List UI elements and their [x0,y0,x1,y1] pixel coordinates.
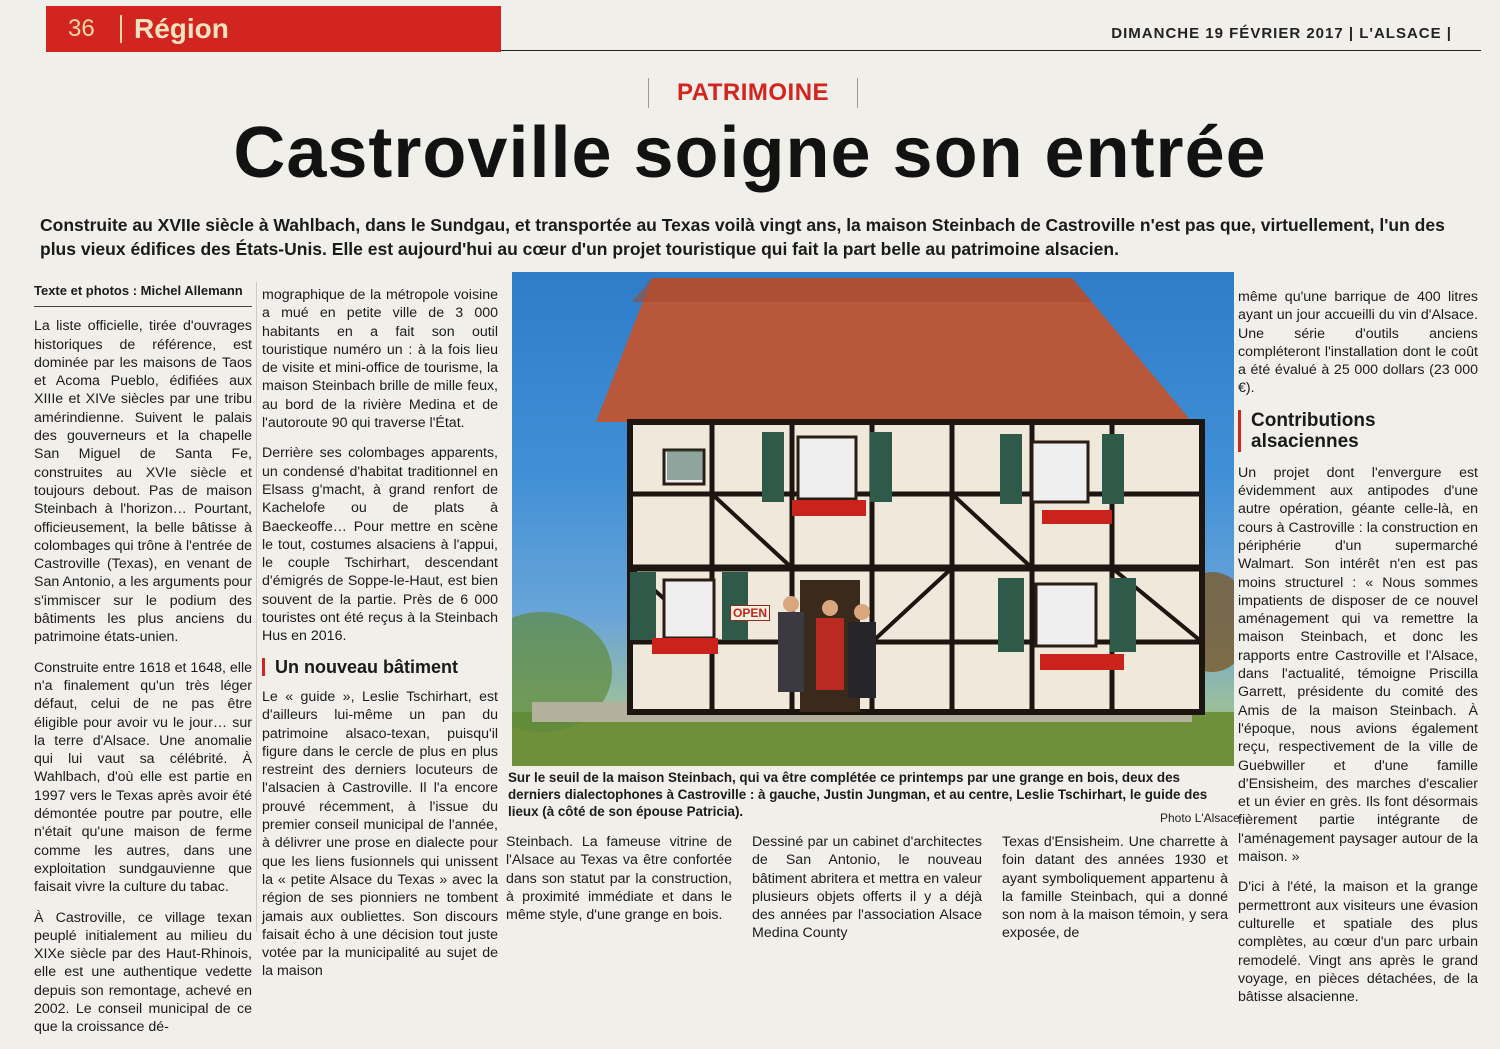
kicker-box [648,78,858,108]
paragraph: La liste officielle, tirée d'ouvrages historiques de référence, est dominée par les maisons de Taos et Acoma Pueblo, édifiées aux XIIIe et XIVe siècles par une tribu amérindienne. Suivent le palais des gouverneurs et la chapelle San Miguel de Santa Fe, construites au XVIe siècle et toujours debout. Pas de maison Steinbach à l'horizon… Pourtant, officieusement, la belle bâtisse à colombages qui trône à l'entrée de Castroville (Texas), en venant de San Antonio, a les arguments pour s'immiscer sur le podium des bâtiments les plus anciens du patrimoine états-unien. [34,318,252,646]
paragraph: À Castroville, ce village texan peuplé initialement au milieu du XIXe siècle par des Haut-Rhinois, elle est une authentique vedette depuis son remontage, achevé en 2002. Le conseil municipal de ce que la croissance dé- [34,909,252,1036]
photo-credit: Photo L'Alsace [1160,811,1240,825]
paragraph: D'ici à l'été, la maison et la grange permettront aux visiteurs une évasion culturelle et spatiale des plus complètes, au cœur d'un parc urbain remodelé. Vingt ans après le grand voyage, en pièces détachées, de la bâtisse alsacienne. [1238,879,1478,1006]
house-photo [512,272,1234,766]
column-3-bottom: Steinbach. La fameuse vitrine de l'Alsace au Texas va être confortée dans son statut par la construction, à proximité immédiate et dans le même style, d'une grange en bois. [506,834,732,924]
column-right [1238,288,1478,1018]
paragraph: Construite entre 1618 et 1648, elle n'a finalement qu'un très léger défaut, celui de ne pas être éligible pour avoir vu le jour… sur la terre d'Alsace. Une anomalie qui lui vaut sa célébrité. À Wahlbach, d'où elle est partie en 1997 vers le Texas après avoir été démontée poutre par poutre, elle n'était qu'une maison de ferme comme les autres, dans une exploitation sundgauvienne que faisait vivre la culture du tabac. [34,659,252,896]
paragraph: Un projet dont l'envergure est évidemment aux antipodes d'une autre opération, géante celle-là, en cours à Castroville : la construction en périphérie d'un supermarché Walmart. Son intérêt n'en est pas moins structurel : « Nous sommes impatients de disposer de ce nouvel aménagement qui va remettre la maison Steinbach, et donc les rapports entre Castroville et l'Alsace, dans l'actualité, témoigne Priscilla Garrett, présidente du comité des Amis de la maison Steinbach. À l'époque, nous avions également reçu, respectivement de la ville de Guebwiller et d'une famille d'Ensisheim, des marches d'escalier et un évier en grès. Ils font désormais fièrement partie intégrante de l'aménagement paysager autour de la maison. » [1238,464,1478,866]
standfirst: Construite au XVIIe siècle à Wahlbach, dans le Sundgau, et transportée au Texas voilà vingt ans, la maison Steinbach de Castroville n'est pas que, virtuellement, l'un des plus vieux édifices des États-Unis. Elle est aujourd'hui au cœur d'un projet touristique qui fait la part belle au patrimoine alsacien. [40,215,1445,259]
house-illustration [512,272,1234,766]
paragraph: mographique de la métropole voisine a mué en petite ville de 3 000 habitants en a fait son outil touristique numéro un : à la fois lieu de visite et mini-office de tourisme, la maison Steinbach brille de mille feux, au bord de la rivière Medina et de l'autoroute 90 qui traverse l'État. [262,287,498,432]
column-5-bottom: Texas d'Ensisheim. Une charrette à foin datant des années 1930 et ayant symboliquement appartenu à la famille Steinbach, qui a donné son nom à la maison témoin, y sera exposée, de [1002,834,1228,942]
paragraph: Derrière ses colombages apparents, un condensé d'habitat traditionnel en Elsass g'macht, à grand renfort de Kachelofe ou de plats à Baeckeoffe… Pour mettre en scène le tout, costumes alsaciens à l'appui, le couple Tschirhart, descendant d'émigrés de Soppe-le-Haut, est bien souvent de la partie. Près de 6 000 touristes ont été reçus à la Steinbach Hus en 2016. [262,445,498,645]
date-line: DIMANCHE 19 FÉVRIER 2017 | L'ALSACE | [1111,25,1452,42]
column-rule [256,282,257,932]
band-separator [120,15,122,43]
header-rule [501,50,1481,51]
section-name: Région [134,13,229,44]
paragraph: même qu'une barrique de 400 litres ayant un jour accueilli du vin d'Alsace. Une série d'outils anciens compléteront l'installation dont le coût a été évalué à 25 000 dollars (23 000 €). [1238,289,1478,397]
column-2 [262,286,498,993]
column-1 [34,282,252,1049]
column-4-bottom: Dessiné par un cabinet d'architectes de San Antonio, le nouveau bâtiment abritera et mettra en valeur plusieurs objets offerts il y a déjà des années par l'association Alsace Medina County [752,834,982,942]
open-sign: OPEN [730,605,770,621]
kicker: PATRIMOINE [676,79,830,106]
headline: Castroville soigne son entrée [233,113,1267,193]
photo-caption: Sur le seuil de la maison Steinbach, qui va être complétée ce printemps par une grange en bois, deux des derniers dialectophones à Castroville : à gauche, Justin Jungman, et au centre, Leslie Tschirhart, le guide des lieux (à côté de son épouse Patricia). [508,770,1208,819]
paragraph: Le « guide », Leslie Tschirhart, est d'ailleurs lui-même un pan du patrimoine alsaco-texan, puisqu'il figure dans le cercle de plus en plus restreint des derniers locuteurs de l'alsacien à Castroville. Il l'a encore prouvé récemment, à l'issue du premier conseil municipal de l'année, à délivrer une prose en dialecte pour que les liens fusionnels qui unissent la « petite Alsace du Texas » avec la région de ses pionniers ne tombent jamais aux oubliettes. Son discours faisait écho à une décision tout juste votée par la municipalité au sujet de la maison [262,688,498,980]
subheading-new-building: Un nouveau bâtiment [262,658,498,676]
byline: Texte et photos : Michel Allemann [34,282,252,307]
page-number: 36 [68,15,95,42]
section-band [46,6,501,52]
subheading-contributions: Contributions alsaciennes [1238,410,1478,452]
